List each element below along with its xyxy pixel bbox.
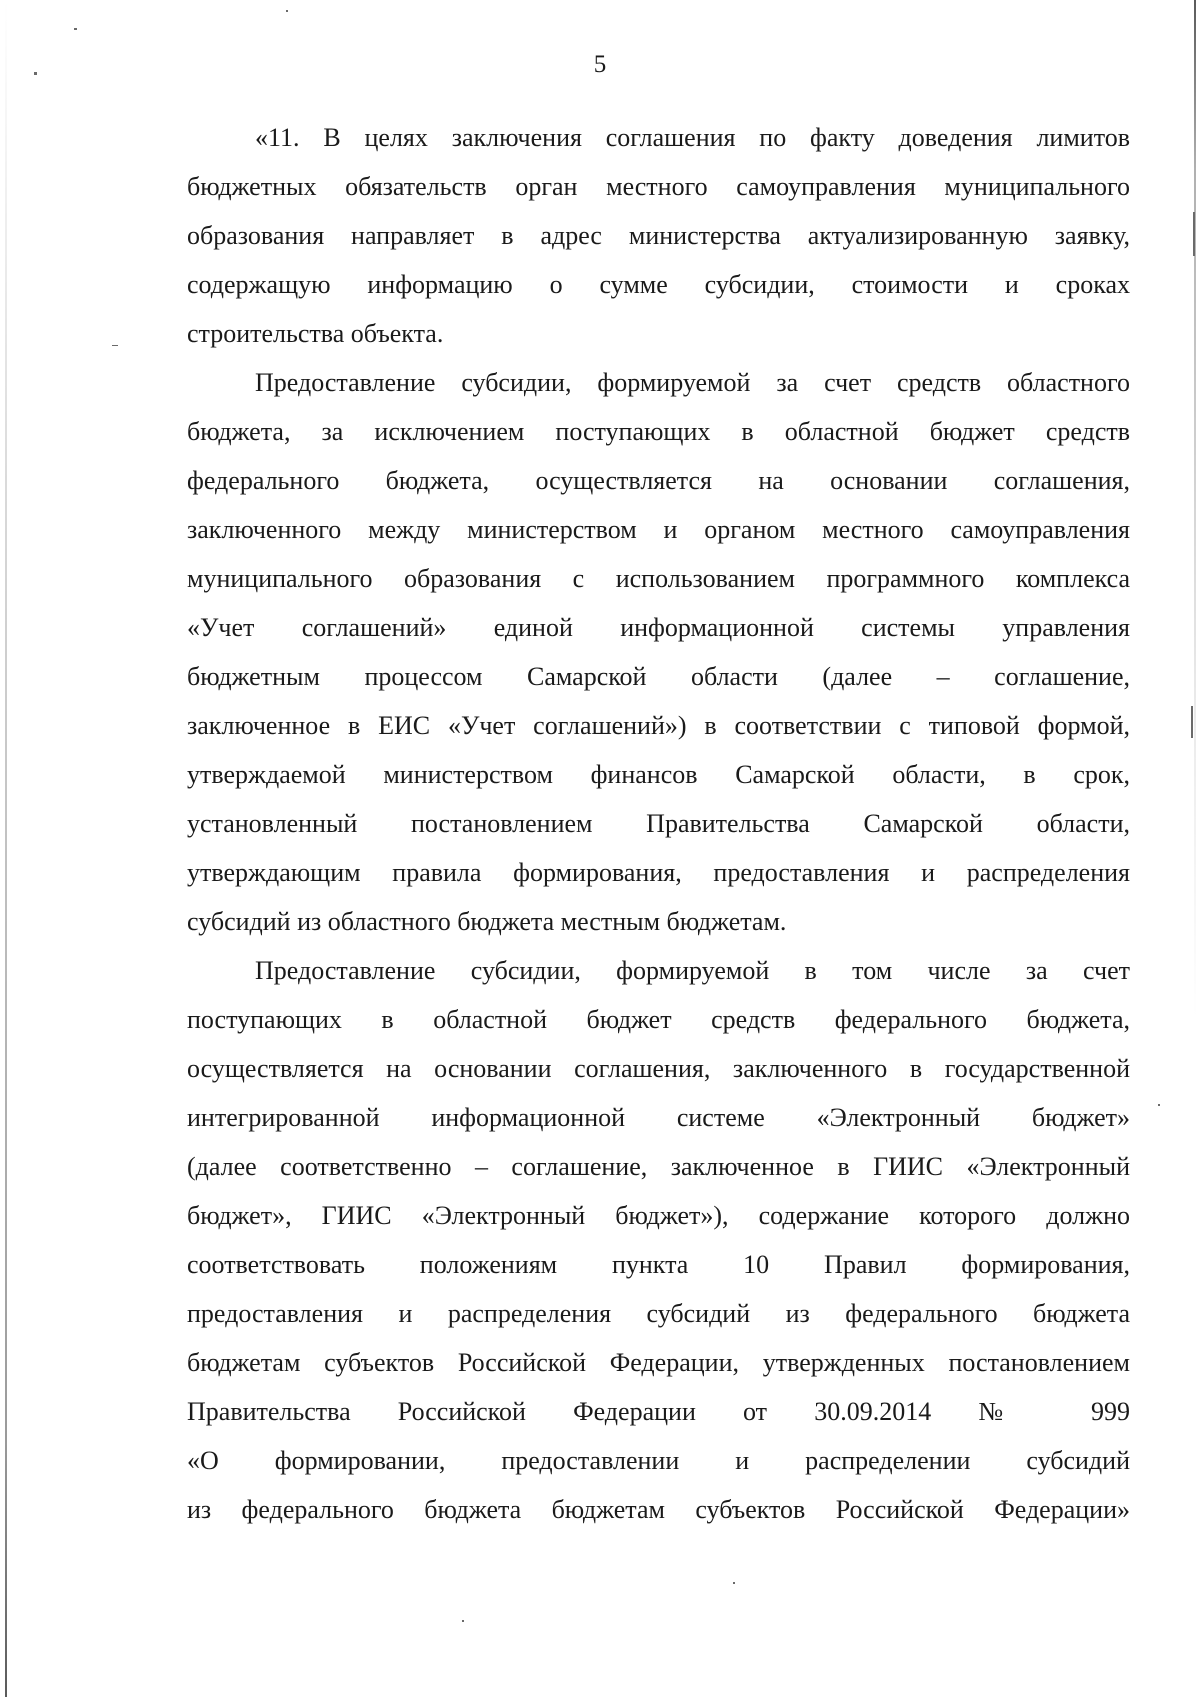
text-line: «О формировании, предоставлении и распределении субсидий (187, 1446, 1130, 1475)
scan-left-edge (5, 0, 7, 1697)
text-line: «11. В целях заключения соглашения по факту доведения лимитов (255, 123, 1130, 152)
page-number: 5 (593, 51, 607, 78)
scan-speck (112, 345, 118, 346)
paragraph-3 (187, 946, 1130, 1534)
text-line: субсидий из областного бюджета местным бюджетам. (187, 907, 787, 936)
paragraph-1 (187, 113, 1130, 358)
text-line: Предоставление субсидии, формируемой за счет средств областного (255, 368, 1130, 397)
text-line: бюджетным процессом Самарской области (далее – соглашение, (187, 662, 1130, 691)
text-line: (далее соответственно – соглашение, заключенное в ГИИС «Электронный (187, 1152, 1130, 1181)
text-line: утверждаемой министерством финансов Самарской области, в срок, (187, 760, 1130, 789)
text-line: бюджет», ГИИС «Электронный бюджет»), содержание которого должно (187, 1201, 1130, 1230)
text-line: осуществляется на основании соглашения, заключенного в государственной (187, 1054, 1130, 1083)
scan-speck (286, 10, 288, 12)
text-line: образования направляет в адрес министерства актуализированную заявку, (187, 221, 1130, 250)
text-line: содержащую информацию о сумме субсидии, стоимости и сроках (187, 270, 1130, 299)
scan-speck (74, 28, 77, 30)
text-line: заключенное в ЕИС «Учет соглашений») в соответствии с типовой формой, (187, 711, 1130, 740)
text-line: установленный постановлением Правительства Самарской области, (187, 809, 1130, 838)
text-line: интегрированной информационной системе «Электронный бюджет» (187, 1103, 1130, 1132)
text-line: из федерального бюджета бюджетам субъектов Российской Федерации» (187, 1495, 1130, 1524)
text-line: Правительства Российской Федерации от 30.09.2014 № 999 (187, 1397, 1130, 1426)
scan-speck (1158, 1104, 1160, 1106)
text-line: муниципального образования с использованием программного комплекса (187, 564, 1130, 593)
text-line: бюджетных обязательств орган местного самоуправления муниципального (187, 172, 1130, 201)
text-line: федерального бюджета, осуществляется на основании соглашения, (187, 466, 1130, 495)
paragraph-2 (187, 358, 1130, 946)
scan-speck (733, 1582, 735, 1584)
scan-margin-line (1191, 706, 1193, 738)
text-line: утверждающим правила формирования, предоставления и распределения (187, 858, 1130, 887)
scan-margin-line (1193, 212, 1195, 256)
text-line: поступающих в областной бюджет средств федерального бюджета, (187, 1005, 1130, 1034)
text-line: строительства объекта. (187, 319, 444, 348)
document-body (187, 113, 1130, 1534)
text-line: бюджетам субъектов Российской Федерации, утвержденных постановлением (187, 1348, 1130, 1377)
text-line: Предоставление субсидии, формируемой в том числе за счет (255, 956, 1130, 985)
scan-speck (462, 1620, 464, 1622)
text-line: предоставления и распределения субсидий из федерального бюджета (187, 1299, 1130, 1328)
text-line: соответствовать положениям пункта 10 Правил формирования, (187, 1250, 1130, 1279)
text-line: бюджета, за исключением поступающих в областной бюджет средств (187, 417, 1130, 446)
text-line: «Учет соглашений» единой информационной системы управления (187, 613, 1130, 642)
text-line: заключенного между министерством и органом местного самоуправления (187, 515, 1130, 544)
